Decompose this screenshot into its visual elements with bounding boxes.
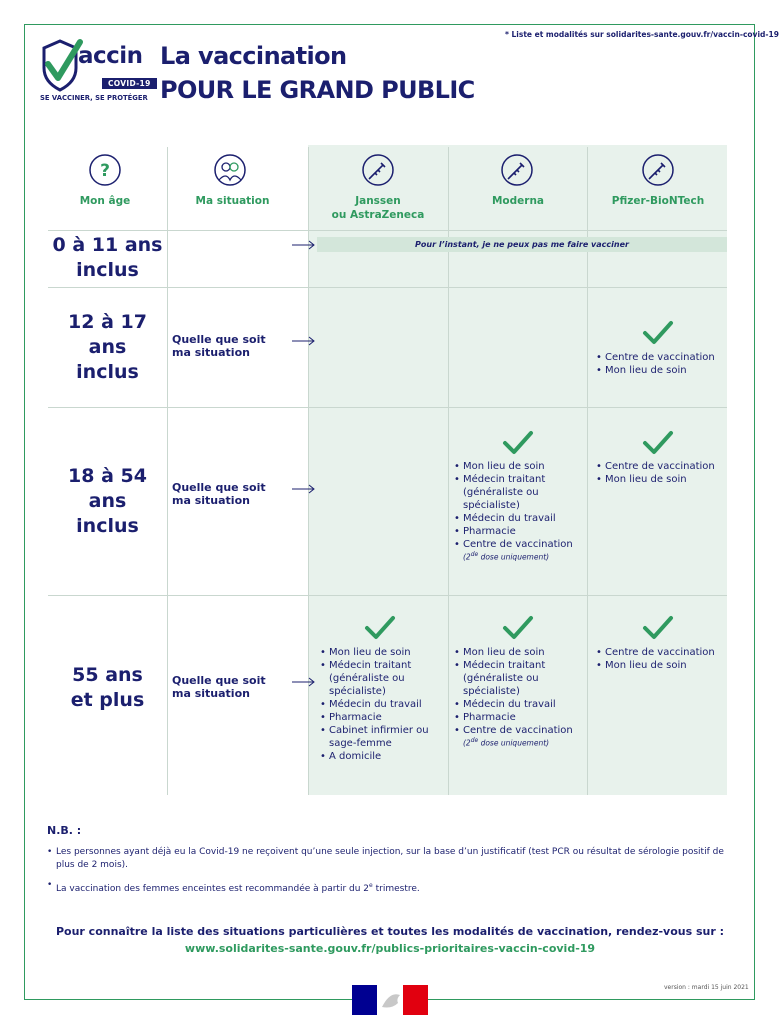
header-janssen-line2: ou AstraZeneca	[331, 209, 425, 221]
age-line: 0 à 11 ans	[52, 234, 163, 256]
column-divider	[167, 147, 168, 795]
list-item: • Mon lieu de soin	[320, 646, 429, 659]
row-divider	[48, 287, 727, 288]
note-text: dose uniquement)	[478, 552, 550, 562]
list-item-continuation: spécialiste)	[463, 500, 520, 511]
row-divider	[48, 595, 727, 596]
question-icon	[88, 153, 122, 187]
list-item-continuation: (généraliste ou	[463, 487, 539, 498]
note-text: dose uniquement)	[478, 738, 550, 748]
svg-text:?: ?	[100, 161, 110, 181]
list-item: • Centre de vaccination	[454, 724, 573, 737]
age-line: 12 à 17	[68, 311, 147, 333]
row-divider	[48, 407, 727, 408]
list-item	[454, 486, 573, 499]
age-line: inclus	[76, 259, 139, 281]
age-0-11	[50, 233, 165, 283]
syringe-icon	[641, 153, 675, 187]
age-line: 55 ans	[72, 664, 143, 686]
version-date: version : mardi 15 juin 2021	[664, 984, 749, 991]
note-text: (2	[463, 738, 471, 748]
list-item-continuation: spécialiste)	[329, 686, 386, 697]
footer-text: Pour connaître la liste des situations particulières et toutes les modalités de vaccination, rendez-vous sur :	[55, 925, 725, 938]
top-note: * Liste et modalités sur solidarites-sante.gouv.fr/vaccin-covid-19	[505, 30, 779, 39]
list-item	[454, 672, 573, 685]
header-age: Mon âge	[79, 195, 131, 207]
list-item: • Pharmacie	[320, 711, 429, 724]
list-item: • Mon lieu de soin	[454, 460, 573, 473]
moderna-places-18-54	[454, 460, 573, 551]
header-moderna: Moderna	[491, 195, 545, 207]
list-item: • Médecin traitant	[320, 659, 429, 672]
note-sup: de	[470, 737, 479, 744]
list-item-continuation: (généraliste ou	[463, 673, 539, 684]
situation-text	[172, 674, 266, 700]
janssen-places-55-plus	[320, 646, 429, 763]
logo-tagline: SE VACCINER, SE PROTÉGER	[40, 94, 148, 102]
logo-word: accin	[78, 43, 143, 69]
list-item	[454, 499, 573, 512]
check-icon	[364, 615, 396, 641]
situation-text	[172, 481, 266, 507]
list-item: • A domicile	[320, 750, 429, 763]
nb-list	[47, 879, 737, 896]
list-item: • Médecin du travail	[454, 512, 573, 525]
syringe-icon	[361, 153, 395, 187]
nb-sup: e	[369, 882, 373, 889]
republique-francaise-logo	[352, 985, 428, 1015]
header-pfizer: Pfizer-BioNTech	[611, 195, 705, 207]
list-item: • Centre de vaccination	[596, 460, 715, 473]
check-icon	[642, 320, 674, 346]
logo-badge: COVID-19	[102, 78, 157, 89]
age-12-17	[50, 310, 165, 385]
list-item: • Centre de vaccination	[596, 351, 715, 364]
nb-item	[47, 879, 737, 896]
situation-line: Quelle que soit	[172, 481, 266, 494]
list-item	[320, 737, 429, 750]
check-icon	[642, 430, 674, 456]
nb-text: trimestre.	[372, 884, 420, 894]
arrow-right-icon	[292, 484, 316, 494]
check-icon	[642, 615, 674, 641]
moderna-places-55-plus	[454, 646, 573, 737]
note-sup: de	[470, 551, 479, 558]
list-item: • Pharmacie	[454, 525, 573, 538]
list-item-continuation: spécialiste)	[463, 686, 520, 697]
list-item: • Mon lieu de soin	[596, 473, 715, 486]
situation-text	[172, 333, 266, 359]
nb-item: • Les personnes ayant déjà eu la Covid-19 ne reçoivent qu’une seule injection, sur la base d’un justificatif (test PCR ou résultat de sérologie positif de plus de 2 mois).	[47, 846, 737, 872]
list-item: • Centre de vaccination	[454, 538, 573, 551]
check-icon	[502, 615, 534, 641]
age-line: et plus	[70, 689, 145, 711]
page-title-line1: La vaccination	[160, 42, 347, 70]
list-item: • Centre de vaccination	[596, 646, 715, 659]
age-line: inclus	[76, 361, 139, 383]
list-item: • Pharmacie	[454, 711, 573, 724]
header-situation: Ma situation	[195, 195, 270, 207]
list-item: • Cabinet infirmier ou	[320, 724, 429, 737]
nb-list	[47, 846, 737, 872]
list-item: • Mon lieu de soin	[596, 364, 715, 377]
arrow-right-icon	[292, 240, 316, 250]
age-55-plus	[50, 663, 165, 713]
list-item	[454, 685, 573, 698]
people-icon	[213, 153, 247, 187]
age-line: ans	[88, 490, 127, 512]
situation-line: Quelle que soit	[172, 674, 266, 687]
situation-line: ma situation	[172, 494, 250, 507]
list-item: • Médecin du travail	[320, 698, 429, 711]
syringe-icon	[500, 153, 534, 187]
pfizer-places-12-17	[596, 351, 715, 377]
row-divider	[48, 230, 727, 231]
arrow-right-icon	[292, 677, 316, 687]
list-item: • Mon lieu de soin	[596, 659, 715, 672]
pfizer-places-55-plus	[596, 646, 715, 672]
list-item-continuation: (généraliste ou	[329, 673, 405, 684]
page-title-line2: POUR LE GRAND PUBLIC	[160, 76, 475, 104]
header-janssen-line1: Janssen	[355, 195, 401, 207]
footer-link[interactable]: www.solidarites-sante.gouv.fr/publics-prioritaires-vaccin-covid-19	[184, 942, 596, 955]
list-item: • Mon lieu de soin	[454, 646, 573, 659]
age-line: ans	[88, 336, 127, 358]
info-bar-not-eligible: Pour l’instant, je ne peux pas me faire vacciner	[317, 237, 727, 252]
list-item	[320, 672, 429, 685]
situation-line: ma situation	[172, 346, 250, 359]
age-line: inclus	[76, 515, 139, 537]
age-line: 18 à 54	[68, 465, 147, 487]
age-18-54	[50, 464, 165, 539]
situation-line: ma situation	[172, 687, 250, 700]
check-icon	[502, 430, 534, 456]
list-item: • Médecin traitant	[454, 659, 573, 672]
list-item-continuation: sage-femme	[329, 738, 392, 749]
pfizer-places-18-54	[596, 460, 715, 486]
list-item: • Médecin traitant	[454, 473, 573, 486]
note-text: (2	[463, 552, 471, 562]
nb-text: La vaccination des femmes enceintes est recommandée à partir du 2	[56, 884, 370, 894]
header-janssen	[318, 194, 438, 222]
arrow-right-icon	[292, 336, 316, 346]
dose-note	[454, 549, 549, 563]
dose-note	[454, 735, 549, 749]
list-item: • Médecin du travail	[454, 698, 573, 711]
nb-title: N.B. :	[47, 824, 82, 837]
situation-line: Quelle que soit	[172, 333, 266, 346]
list-item	[320, 685, 429, 698]
